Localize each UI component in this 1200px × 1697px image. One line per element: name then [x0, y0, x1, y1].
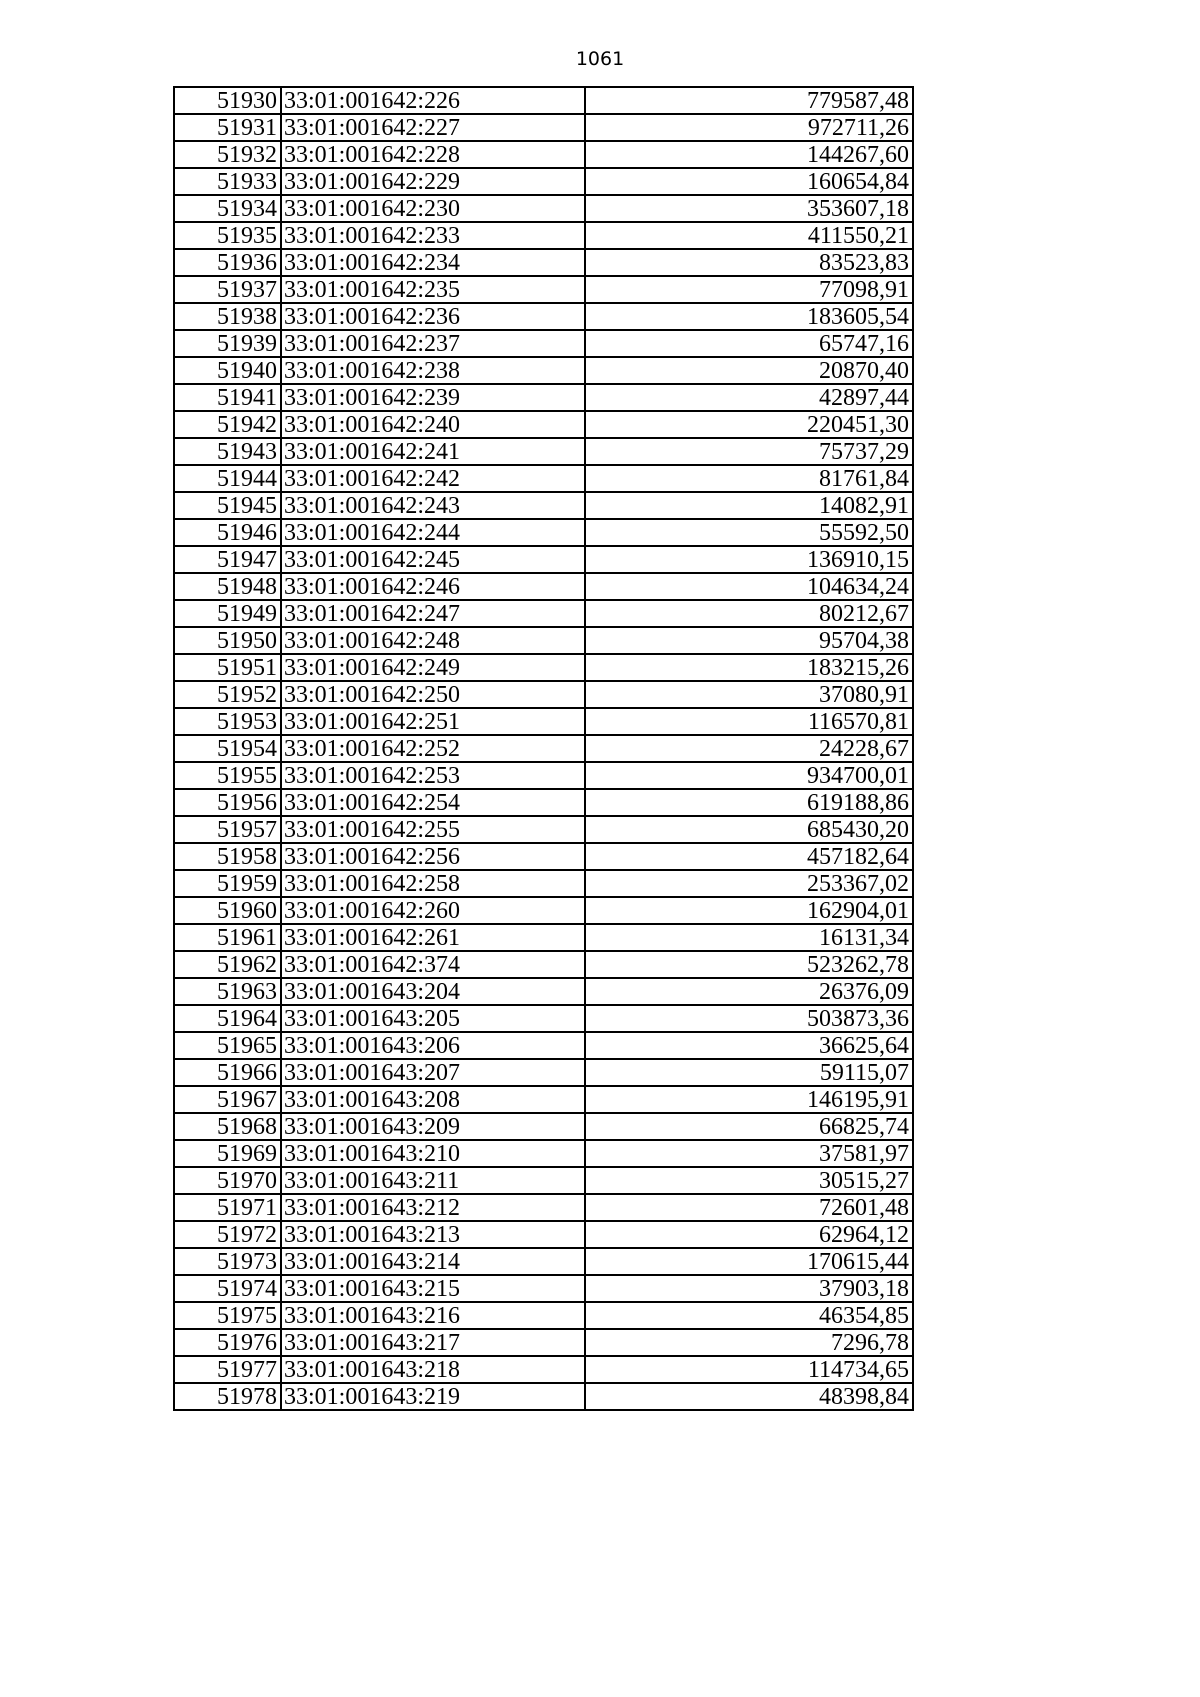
- cadastral-value-table: [173, 86, 914, 1411]
- row-number-cell: 51964: [174, 1005, 281, 1032]
- row-number-cell: 51934: [174, 195, 281, 222]
- cadastral-number-cell: 33:01:001643:215: [281, 1275, 585, 1302]
- cadastral-value-cell: 46354,85: [585, 1302, 913, 1329]
- row-number-cell: 51932: [174, 141, 281, 168]
- cadastral-number-cell: 33:01:001642:253: [281, 762, 585, 789]
- table-row: [174, 1221, 913, 1248]
- cadastral-value-cell: 14082,91: [585, 492, 913, 519]
- table-row: [174, 1194, 913, 1221]
- table-row: [174, 276, 913, 303]
- cadastral-value-cell: 779587,48: [585, 87, 913, 114]
- cadastral-value-cell: 81761,84: [585, 465, 913, 492]
- table-row: [174, 762, 913, 789]
- row-number-cell: 51955: [174, 762, 281, 789]
- cadastral-number-cell: 33:01:001643:208: [281, 1086, 585, 1113]
- cadastral-value-cell: 503873,36: [585, 1005, 913, 1032]
- cadastral-number-cell: 33:01:001642:242: [281, 465, 585, 492]
- cadastral-number-cell: 33:01:001642:234: [281, 249, 585, 276]
- table-row: [174, 1167, 913, 1194]
- table-body: [174, 87, 913, 1410]
- cadastral-number-cell: 33:01:001643:206: [281, 1032, 585, 1059]
- cadastral-value-cell: 160654,84: [585, 168, 913, 195]
- row-number-cell: 51948: [174, 573, 281, 600]
- table-row: [174, 816, 913, 843]
- cadastral-value-cell: 353607,18: [585, 195, 913, 222]
- cadastral-number-cell: 33:01:001642:374: [281, 951, 585, 978]
- row-number-cell: 51942: [174, 411, 281, 438]
- cadastral-number-cell: 33:01:001642:239: [281, 384, 585, 411]
- cadastral-number-cell: 33:01:001643:213: [281, 1221, 585, 1248]
- row-number-cell: 51973: [174, 1248, 281, 1275]
- page-number: 1061: [575, 48, 625, 70]
- row-number-cell: 51933: [174, 168, 281, 195]
- cadastral-value-cell: 16131,34: [585, 924, 913, 951]
- cadastral-number-cell: 33:01:001643:216: [281, 1302, 585, 1329]
- cadastral-number-cell: 33:01:001642:243: [281, 492, 585, 519]
- row-number-cell: 51953: [174, 708, 281, 735]
- table-row: [174, 951, 913, 978]
- cadastral-value-cell: 146195,91: [585, 1086, 913, 1113]
- cadastral-value-cell: 62964,12: [585, 1221, 913, 1248]
- cadastral-value-cell: 24228,67: [585, 735, 913, 762]
- cadastral-number-cell: 33:01:001643:218: [281, 1356, 585, 1383]
- cadastral-number-cell: 33:01:001642:238: [281, 357, 585, 384]
- row-number-cell: 51975: [174, 1302, 281, 1329]
- cadastral-number-cell: 33:01:001643:217: [281, 1329, 585, 1356]
- table-row: [174, 708, 913, 735]
- cadastral-value-cell: 55592,50: [585, 519, 913, 546]
- row-number-cell: 51977: [174, 1356, 281, 1383]
- table-row: [174, 600, 913, 627]
- table-row: [174, 438, 913, 465]
- cadastral-value-cell: 619188,86: [585, 789, 913, 816]
- cadastral-value-cell: 253367,02: [585, 870, 913, 897]
- table-row: [174, 195, 913, 222]
- row-number-cell: 51931: [174, 114, 281, 141]
- table-row: [174, 546, 913, 573]
- table-row: [174, 357, 913, 384]
- table-row: [174, 681, 913, 708]
- cadastral-number-cell: 33:01:001642:245: [281, 546, 585, 573]
- table-row: [174, 924, 913, 951]
- table-row: [174, 627, 913, 654]
- table-row: [174, 465, 913, 492]
- cadastral-number-cell: 33:01:001642:235: [281, 276, 585, 303]
- cadastral-value-cell: 42897,44: [585, 384, 913, 411]
- row-number-cell: 51965: [174, 1032, 281, 1059]
- cadastral-value-cell: 59115,07: [585, 1059, 913, 1086]
- row-number-cell: 51941: [174, 384, 281, 411]
- cadastral-value-cell: 20870,40: [585, 357, 913, 384]
- cadastral-value-cell: 457182,64: [585, 843, 913, 870]
- table-row: [174, 87, 913, 114]
- cadastral-value-cell: 144267,60: [585, 141, 913, 168]
- cadastral-number-cell: 33:01:001642:251: [281, 708, 585, 735]
- row-number-cell: 51946: [174, 519, 281, 546]
- cadastral-value-cell: 114734,65: [585, 1356, 913, 1383]
- row-number-cell: 51939: [174, 330, 281, 357]
- cadastral-value-cell: 37903,18: [585, 1275, 913, 1302]
- row-number-cell: 51967: [174, 1086, 281, 1113]
- row-number-cell: 51961: [174, 924, 281, 951]
- table-row: [174, 1086, 913, 1113]
- row-number-cell: 51937: [174, 276, 281, 303]
- row-number-cell: 51949: [174, 600, 281, 627]
- row-number-cell: 51970: [174, 1167, 281, 1194]
- table-row: [174, 1140, 913, 1167]
- cadastral-number-cell: 33:01:001642:247: [281, 600, 585, 627]
- table-row: [174, 1302, 913, 1329]
- table-row: [174, 114, 913, 141]
- table-row: [174, 303, 913, 330]
- cadastral-number-cell: 33:01:001642:246: [281, 573, 585, 600]
- cadastral-value-cell: 183215,26: [585, 654, 913, 681]
- table-row: [174, 870, 913, 897]
- cadastral-value-cell: 523262,78: [585, 951, 913, 978]
- table-row: [174, 249, 913, 276]
- table-row: [174, 789, 913, 816]
- cadastral-value-cell: 116570,81: [585, 708, 913, 735]
- cadastral-number-cell: 33:01:001642:227: [281, 114, 585, 141]
- cadastral-value-cell: 36625,64: [585, 1032, 913, 1059]
- row-number-cell: 51962: [174, 951, 281, 978]
- cadastral-value-cell: 75737,29: [585, 438, 913, 465]
- row-number-cell: 51945: [174, 492, 281, 519]
- cadastral-number-cell: 33:01:001643:205: [281, 1005, 585, 1032]
- row-number-cell: 51966: [174, 1059, 281, 1086]
- cadastral-value-cell: 220451,30: [585, 411, 913, 438]
- row-number-cell: 51958: [174, 843, 281, 870]
- row-number-cell: 51936: [174, 249, 281, 276]
- cadastral-number-cell: 33:01:001642:230: [281, 195, 585, 222]
- table-row: [174, 1113, 913, 1140]
- cadastral-value-cell: 66825,74: [585, 1113, 913, 1140]
- cadastral-number-cell: 33:01:001642:240: [281, 411, 585, 438]
- cadastral-value-cell: 26376,09: [585, 978, 913, 1005]
- row-number-cell: 51976: [174, 1329, 281, 1356]
- cadastral-number-cell: 33:01:001642:258: [281, 870, 585, 897]
- row-number-cell: 51954: [174, 735, 281, 762]
- table-row: [174, 654, 913, 681]
- table-row: [174, 978, 913, 1005]
- row-number-cell: 51956: [174, 789, 281, 816]
- row-number-cell: 51943: [174, 438, 281, 465]
- table-row: [174, 411, 913, 438]
- table-row: [174, 1059, 913, 1086]
- cadastral-value-cell: 30515,27: [585, 1167, 913, 1194]
- cadastral-value-cell: 685430,20: [585, 816, 913, 843]
- cadastral-value-cell: 136910,15: [585, 546, 913, 573]
- cadastral-number-cell: 33:01:001642:237: [281, 330, 585, 357]
- cadastral-number-cell: 33:01:001643:211: [281, 1167, 585, 1194]
- table-row: [174, 1275, 913, 1302]
- cadastral-number-cell: 33:01:001642:233: [281, 222, 585, 249]
- cadastral-value-cell: 80212,67: [585, 600, 913, 627]
- table-row: [174, 492, 913, 519]
- cadastral-number-cell: 33:01:001642:226: [281, 87, 585, 114]
- row-number-cell: 51974: [174, 1275, 281, 1302]
- row-number-cell: 51940: [174, 357, 281, 384]
- row-number-cell: 51960: [174, 897, 281, 924]
- cadastral-number-cell: 33:01:001642:228: [281, 141, 585, 168]
- row-number-cell: 51947: [174, 546, 281, 573]
- cadastral-number-cell: 33:01:001642:241: [281, 438, 585, 465]
- table-row: [174, 1383, 913, 1410]
- cadastral-number-cell: 33:01:001642:244: [281, 519, 585, 546]
- table-row: [174, 1005, 913, 1032]
- cadastral-number-cell: 33:01:001643:210: [281, 1140, 585, 1167]
- row-number-cell: 51935: [174, 222, 281, 249]
- table-row: [174, 573, 913, 600]
- cadastral-value-cell: 162904,01: [585, 897, 913, 924]
- cadastral-number-cell: 33:01:001643:209: [281, 1113, 585, 1140]
- cadastral-number-cell: 33:01:001642:261: [281, 924, 585, 951]
- table-row: [174, 1032, 913, 1059]
- row-number-cell: 51957: [174, 816, 281, 843]
- table-row: [174, 1248, 913, 1275]
- cadastral-number-cell: 33:01:001643:207: [281, 1059, 585, 1086]
- cadastral-number-cell: 33:01:001642:256: [281, 843, 585, 870]
- cadastral-number-cell: 33:01:001642:248: [281, 627, 585, 654]
- row-number-cell: 51944: [174, 465, 281, 492]
- table-row: [174, 222, 913, 249]
- cadastral-value-cell: 411550,21: [585, 222, 913, 249]
- cadastral-number-cell: 33:01:001642:249: [281, 654, 585, 681]
- cadastral-value-cell: 37581,97: [585, 1140, 913, 1167]
- row-number-cell: 51938: [174, 303, 281, 330]
- row-number-cell: 51978: [174, 1383, 281, 1410]
- table-row: [174, 519, 913, 546]
- row-number-cell: 51969: [174, 1140, 281, 1167]
- cadastral-value-cell: 72601,48: [585, 1194, 913, 1221]
- row-number-cell: 51963: [174, 978, 281, 1005]
- row-number-cell: 51972: [174, 1221, 281, 1248]
- row-number-cell: 51959: [174, 870, 281, 897]
- table-row: [174, 330, 913, 357]
- cadastral-value-cell: 972711,26: [585, 114, 913, 141]
- row-number-cell: 51930: [174, 87, 281, 114]
- table-row: [174, 735, 913, 762]
- row-number-cell: 51952: [174, 681, 281, 708]
- table-row: [174, 1329, 913, 1356]
- cadastral-number-cell: 33:01:001642:254: [281, 789, 585, 816]
- cadastral-value-cell: 7296,78: [585, 1329, 913, 1356]
- cadastral-number-cell: 33:01:001642:252: [281, 735, 585, 762]
- cadastral-value-cell: 170615,44: [585, 1248, 913, 1275]
- row-number-cell: 51951: [174, 654, 281, 681]
- cadastral-number-cell: 33:01:001642:236: [281, 303, 585, 330]
- cadastral-value-cell: 48398,84: [585, 1383, 913, 1410]
- table-row: [174, 141, 913, 168]
- cadastral-number-cell: 33:01:001643:204: [281, 978, 585, 1005]
- table-row: [174, 843, 913, 870]
- cadastral-value-cell: 104634,24: [585, 573, 913, 600]
- cadastral-number-cell: 33:01:001642:229: [281, 168, 585, 195]
- cadastral-value-cell: 65747,16: [585, 330, 913, 357]
- cadastral-value-cell: 77098,91: [585, 276, 913, 303]
- cadastral-number-cell: 33:01:001642:260: [281, 897, 585, 924]
- cadastral-number-cell: 33:01:001643:214: [281, 1248, 585, 1275]
- cadastral-number-cell: 33:01:001643:212: [281, 1194, 585, 1221]
- cadastral-value-cell: 183605,54: [585, 303, 913, 330]
- row-number-cell: 51971: [174, 1194, 281, 1221]
- cadastral-value-cell: 95704,38: [585, 627, 913, 654]
- row-number-cell: 51968: [174, 1113, 281, 1140]
- cadastral-value-cell: 934700,01: [585, 762, 913, 789]
- cadastral-number-cell: 33:01:001642:250: [281, 681, 585, 708]
- cadastral-number-cell: 33:01:001643:219: [281, 1383, 585, 1410]
- table-row: [174, 897, 913, 924]
- table-row: [174, 1356, 913, 1383]
- row-number-cell: 51950: [174, 627, 281, 654]
- table-row: [174, 384, 913, 411]
- cadastral-value-cell: 83523,83: [585, 249, 913, 276]
- table-row: [174, 168, 913, 195]
- cadastral-value-cell: 37080,91: [585, 681, 913, 708]
- cadastral-number-cell: 33:01:001642:255: [281, 816, 585, 843]
